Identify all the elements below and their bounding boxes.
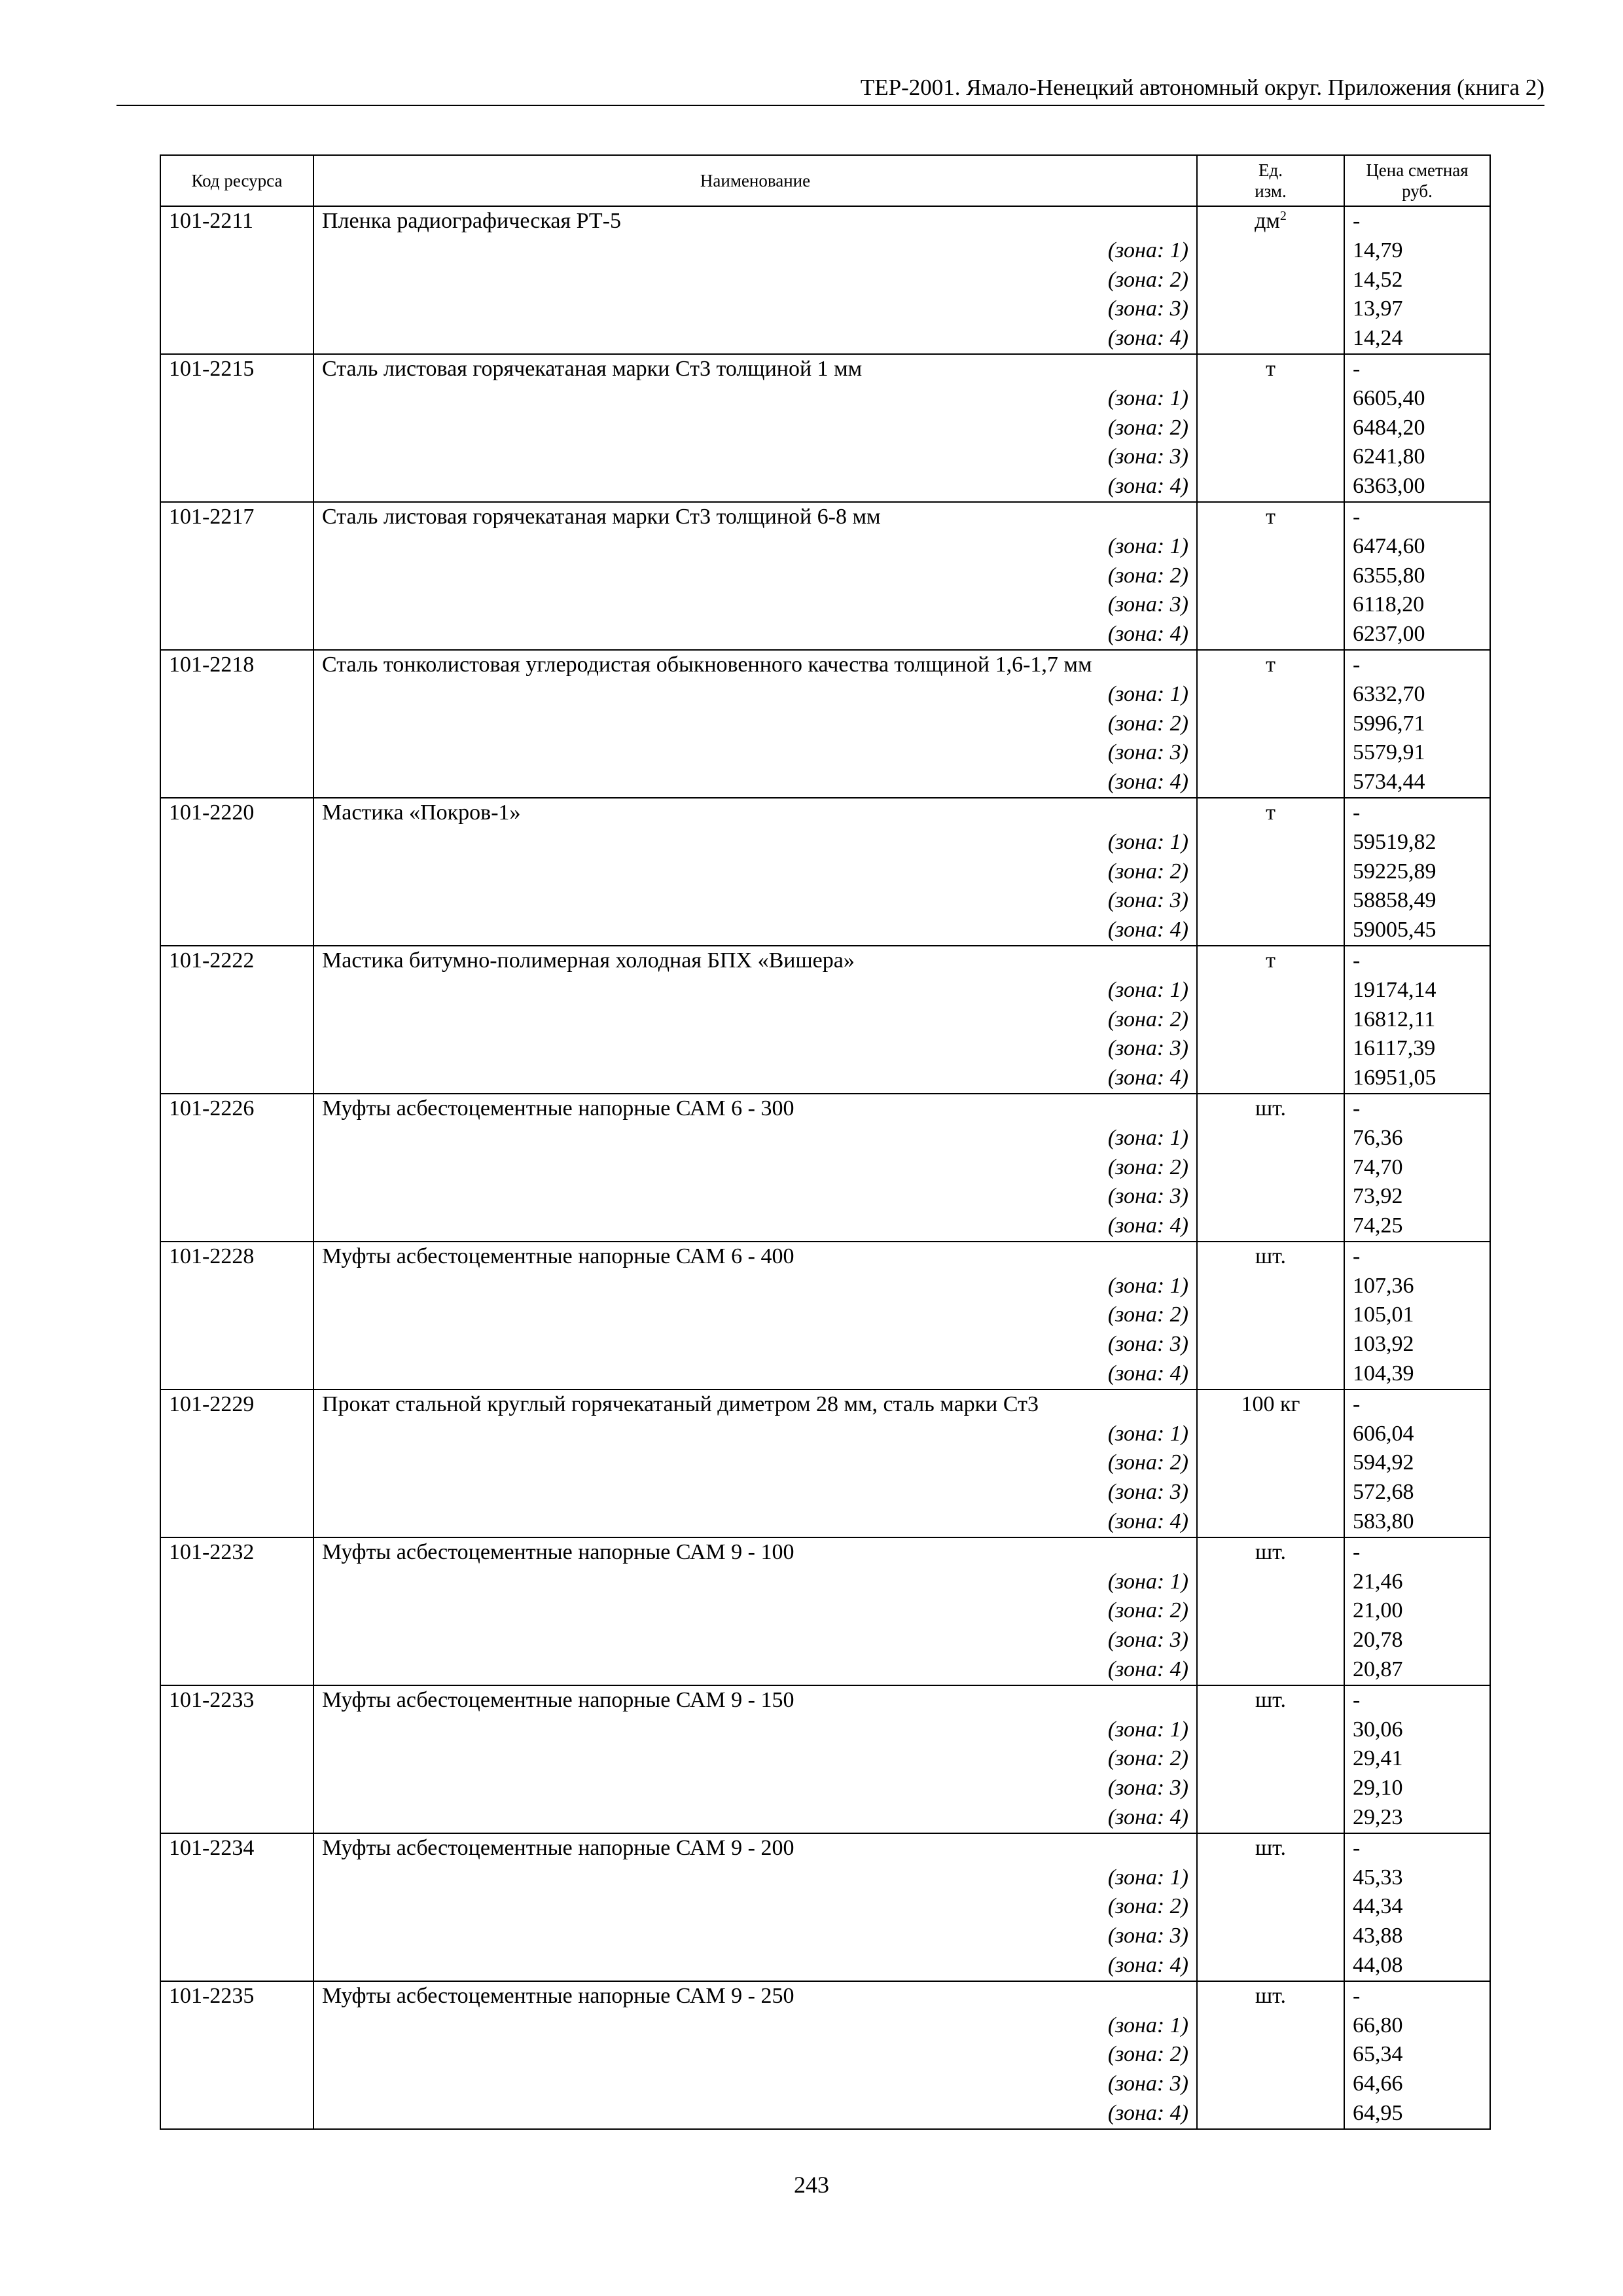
zone-label: (зона: 2) [1107,859,1188,884]
zone-label: (зона: 3) [1107,740,1188,765]
zone-label: (зона: 4) [1107,1361,1188,1386]
zone-label: (зона: 1) [1107,533,1188,558]
column-header-unit [1197,155,1344,206]
zone-price: 21,00 [1353,1598,1403,1623]
zone-label: (зона: 2) [1107,1746,1188,1771]
zone-price: 45,33 [1353,1865,1403,1890]
resource-name: Прокат стальной круглый горячекатаный диметром 28 мм, сталь марки Ст3 [322,1391,1039,1416]
base-price: - [1353,1539,1361,1564]
table-row [160,650,1490,798]
zone-label: (зона: 3) [1107,296,1188,321]
zone-price: 6118,20 [1353,592,1425,617]
price-cell [1344,206,1490,354]
zone-price: 103,92 [1353,1332,1414,1357]
resource-name-cell [313,1242,1197,1390]
zone-label: (зона: 2) [1107,415,1188,440]
zone-price: 583,80 [1353,1509,1414,1534]
table-row [160,1242,1490,1390]
zone-price: 6241,80 [1353,444,1425,469]
unit-cell [1197,206,1344,354]
resource-code: 101-2234 [160,1833,313,1981]
zone-price: 44,34 [1353,1894,1403,1919]
zone-price: 43,88 [1353,1924,1403,1948]
resource-name-cell [313,502,1197,650]
zone-price: 5579,91 [1353,740,1425,765]
zone-price: 14,52 [1353,267,1403,292]
unit-of-measure: шт. [1255,1244,1286,1268]
zone-label: (зона: 1) [1107,1569,1188,1594]
price-cell [1344,1981,1490,2129]
zone-price: 107,36 [1353,1273,1414,1298]
unit-of-measure: шт. [1255,1096,1286,1121]
base-price: - [1353,800,1361,825]
unit-of-measure: т [1266,356,1275,381]
base-price: - [1353,504,1361,529]
resource-name-cell [313,798,1197,946]
base-price: - [1353,1835,1361,1860]
unit-cell [1197,1390,1344,1537]
zone-price: 20,78 [1353,1628,1403,1653]
zone-label: (зона: 3) [1107,1036,1188,1061]
zone-label: (зона: 1) [1107,977,1188,1002]
price-cell [1344,502,1490,650]
price-cell [1344,650,1490,798]
zone-label: (зона: 4) [1107,1953,1188,1978]
price-cell [1344,1537,1490,1685]
zone-price: 74,25 [1353,1213,1403,1238]
zone-price: 29,23 [1353,1805,1403,1830]
zone-label: (зона: 4) [1107,326,1188,351]
resource-code: 101-2235 [160,1981,313,2129]
zone-label: (зона: 2) [1107,1894,1188,1919]
resource-name-cell [313,1685,1197,1833]
column-header-price-line2: руб. [1402,181,1433,201]
resource-code: 101-2215 [160,354,313,502]
zone-label: (зона: 4) [1107,1805,1188,1830]
zone-price: 30,06 [1353,1717,1403,1742]
unit-of-measure: шт. [1255,1539,1286,1564]
unit-cell [1197,1833,1344,1981]
resource-code: 101-2211 [160,206,313,354]
zone-price: 16117,39 [1353,1036,1436,1061]
zone-price: 29,41 [1353,1746,1403,1771]
zone-label: (зона: 1) [1107,238,1188,262]
zone-price: 5996,71 [1353,711,1425,736]
unit-of-measure: т [1266,948,1275,973]
zone-price: 6332,70 [1353,681,1425,706]
zone-label: (зона: 4) [1107,918,1188,942]
zone-price: 594,92 [1353,1450,1414,1475]
zone-price: 16951,05 [1353,1066,1436,1090]
zone-price: 59225,89 [1353,859,1436,884]
table-row [160,1981,1490,2129]
zone-label: (зона: 2) [1107,2042,1188,2067]
price-cell [1344,354,1490,502]
zone-label: (зона: 1) [1107,386,1188,410]
zone-price: 105,01 [1353,1302,1414,1327]
resource-name-cell [313,1094,1197,1242]
zone-label: (зона: 3) [1107,1332,1188,1357]
zone-label: (зона: 1) [1107,1717,1188,1742]
resource-code: 101-2218 [160,650,313,798]
zone-label: (зона: 4) [1107,770,1188,795]
zone-label: (зона: 1) [1107,1421,1188,1446]
zone-price: 5734,44 [1353,770,1425,795]
table-row [160,1094,1490,1242]
table-header [160,155,1490,206]
resource-name-cell [313,1390,1197,1537]
zone-label: (зона: 1) [1107,1273,1188,1298]
resource-name: Мастика битумно-полимерная холодная БПХ «Вишера» [322,948,855,973]
zone-price: 6474,60 [1353,533,1425,558]
zone-label: (зона: 4) [1107,474,1188,499]
zone-price: 6355,80 [1353,563,1425,588]
zone-label: (зона: 1) [1107,681,1188,706]
table-row [160,354,1490,502]
resource-code: 101-2232 [160,1537,313,1685]
zone-price: 6363,00 [1353,474,1425,499]
zone-price: 66,80 [1353,2013,1403,2037]
zone-label: (зона: 1) [1107,829,1188,854]
zone-label: (зона: 3) [1107,1628,1188,1653]
price-cell [1344,1242,1490,1390]
header-rule [116,105,1544,106]
zone-price: 6605,40 [1353,386,1425,410]
zone-price: 44,08 [1353,1953,1403,1978]
zone-label: (зона: 2) [1107,1155,1188,1179]
zone-label: (зона: 3) [1107,888,1188,913]
unit-cell [1197,1094,1344,1242]
column-header-unit-line1: Ед. [1258,160,1283,180]
zone-price: 64,95 [1353,2101,1403,2125]
zone-label: (зона: 3) [1107,1924,1188,1948]
unit-cell [1197,946,1344,1094]
zone-label: (зона: 4) [1107,622,1188,647]
zone-label: (зона: 2) [1107,1007,1188,1031]
unit-of-measure: шт. [1255,1835,1286,1860]
resource-name: Муфты асбестоцементные напорные САМ 9 - 100 [322,1539,794,1564]
resource-name-cell [313,1833,1197,1981]
zone-label: (зона: 3) [1107,592,1188,617]
zone-label: (зона: 1) [1107,2013,1188,2037]
resource-name-cell [313,354,1197,502]
column-header-code: Код ресурса [160,155,313,206]
resource-code: 101-2220 [160,798,313,946]
table-row [160,1537,1490,1685]
resource-name-cell [313,1537,1197,1685]
zone-price: 64,66 [1353,2072,1403,2096]
price-cell [1344,1390,1490,1537]
resource-name: Муфты асбестоцементные напорные САМ 9 - 200 [322,1835,794,1860]
resource-name: Мастика «Покров-1» [322,800,521,825]
resource-name-cell [313,1981,1197,2129]
zone-price: 73,92 [1353,1184,1403,1209]
zone-price: 21,46 [1353,1569,1403,1594]
running-header: ТЕР-2001. Ямало-Ненецкий автономный округ. Приложения (книга 2) [860,75,1544,100]
resource-name: Пленка радиографическая РТ-5 [322,209,622,233]
table-row [160,502,1490,650]
zone-price: 76,36 [1353,1125,1403,1150]
unit-exponent: 2 [1279,209,1287,223]
base-price: - [1353,209,1361,233]
zone-price: 14,24 [1353,326,1403,351]
price-cell [1344,1685,1490,1833]
resource-name: Муфты асбестоцементные напорные САМ 6 - 300 [322,1096,794,1121]
zone-label: (зона: 2) [1107,1598,1188,1623]
resource-name: Муфты асбестоцементные напорные САМ 6 - 400 [322,1244,794,1268]
price-cell [1344,1094,1490,1242]
unit-of-measure: т [1266,652,1275,677]
zone-price: 16812,11 [1353,1007,1436,1031]
base-price: - [1353,1096,1361,1121]
base-price: - [1353,1687,1361,1712]
resource-name-cell [313,650,1197,798]
unit-cell [1197,798,1344,946]
zone-label: (зона: 3) [1107,2072,1188,2096]
unit-cell [1197,650,1344,798]
zone-price: 572,68 [1353,1480,1414,1505]
zone-label: (зона: 2) [1107,711,1188,736]
unit-cell [1197,354,1344,502]
table-row [160,1390,1490,1537]
zone-price: 59519,82 [1353,829,1436,854]
price-cell [1344,946,1490,1094]
base-price: - [1353,1244,1361,1268]
page-number: 243 [794,2172,829,2198]
zone-price: 58858,49 [1353,888,1436,913]
table-row [160,798,1490,946]
unit-cell [1197,1685,1344,1833]
resource-name: Сталь листовая горячекатаная марки Ст3 толщиной 1 мм [322,356,863,381]
resource-name: Сталь тонколистовая углеродистая обыкновенного качества толщиной 1,6-1,7 мм [322,652,1092,677]
zone-price: 29,10 [1353,1776,1403,1801]
zone-label: (зона: 2) [1107,1450,1188,1475]
column-header-unit-line2: изм. [1255,181,1287,201]
zone-price: 104,39 [1353,1361,1414,1386]
unit-of-measure: 100 кг [1241,1391,1300,1416]
zone-label: (зона: 1) [1107,1125,1188,1150]
price-cell [1344,1833,1490,1981]
unit-of-measure: шт. [1255,1983,1286,2008]
resource-code: 101-2229 [160,1390,313,1537]
base-price: - [1353,1391,1361,1416]
resource-code: 101-2222 [160,946,313,1094]
table-row [160,1833,1490,1981]
resource-name: Муфты асбестоцементные напорные САМ 9 - 250 [322,1983,794,2008]
unit-of-measure: т [1266,504,1275,529]
zone-price: 6237,00 [1353,622,1425,647]
column-header-name: Наименование [313,155,1197,206]
unit-of-measure: дм [1255,209,1280,233]
base-price: - [1353,652,1361,677]
unit-of-measure: т [1266,800,1275,825]
unit-of-measure: шт. [1255,1687,1286,1712]
unit-cell [1197,1242,1344,1390]
zone-price: 13,97 [1353,296,1403,321]
zone-label: (зона: 1) [1107,1865,1188,1890]
column-header-price [1344,155,1490,206]
resource-name-cell [313,946,1197,1094]
resource-code: 101-2226 [160,1094,313,1242]
zone-label: (зона: 3) [1107,1480,1188,1505]
zone-price: 65,34 [1353,2042,1403,2067]
resource-name-cell [313,206,1197,354]
table-row [160,946,1490,1094]
base-price: - [1353,1983,1361,2008]
price-cell [1344,798,1490,946]
resource-code: 101-2217 [160,502,313,650]
zone-price: 20,87 [1353,1657,1403,1682]
resource-price-table [160,154,1491,2130]
zone-label: (зона: 3) [1107,444,1188,469]
zone-price: 606,04 [1353,1421,1414,1446]
resource-name: Сталь листовая горячекатаная марки Ст3 толщиной 6-8 мм [322,504,881,529]
zone-label: (зона: 4) [1107,1066,1188,1090]
resource-code: 101-2233 [160,1685,313,1833]
zone-price: 14,79 [1353,238,1403,262]
base-price: - [1353,948,1361,973]
unit-cell [1197,502,1344,650]
zone-label: (зона: 4) [1107,2101,1188,2125]
base-price: - [1353,356,1361,381]
column-header-price-line1: Цена сметная [1366,160,1469,180]
zone-price: 19174,14 [1353,977,1436,1002]
zone-label: (зона: 4) [1107,1657,1188,1682]
zone-price: 74,70 [1353,1155,1403,1179]
zone-label: (зона: 2) [1107,1302,1188,1327]
zone-label: (зона: 4) [1107,1213,1188,1238]
resource-name: Муфты асбестоцементные напорные САМ 9 - 150 [322,1687,794,1712]
zone-label: (зона: 3) [1107,1184,1188,1209]
zone-price: 6484,20 [1353,415,1425,440]
unit-cell [1197,1537,1344,1685]
zone-label: (зона: 2) [1107,267,1188,292]
zone-label: (зона: 2) [1107,563,1188,588]
zone-label: (зона: 3) [1107,1776,1188,1801]
zone-label: (зона: 4) [1107,1509,1188,1534]
unit-cell [1197,1981,1344,2129]
table-row [160,1685,1490,1833]
table-row [160,206,1490,354]
resource-code: 101-2228 [160,1242,313,1390]
zone-price: 59005,45 [1353,918,1436,942]
